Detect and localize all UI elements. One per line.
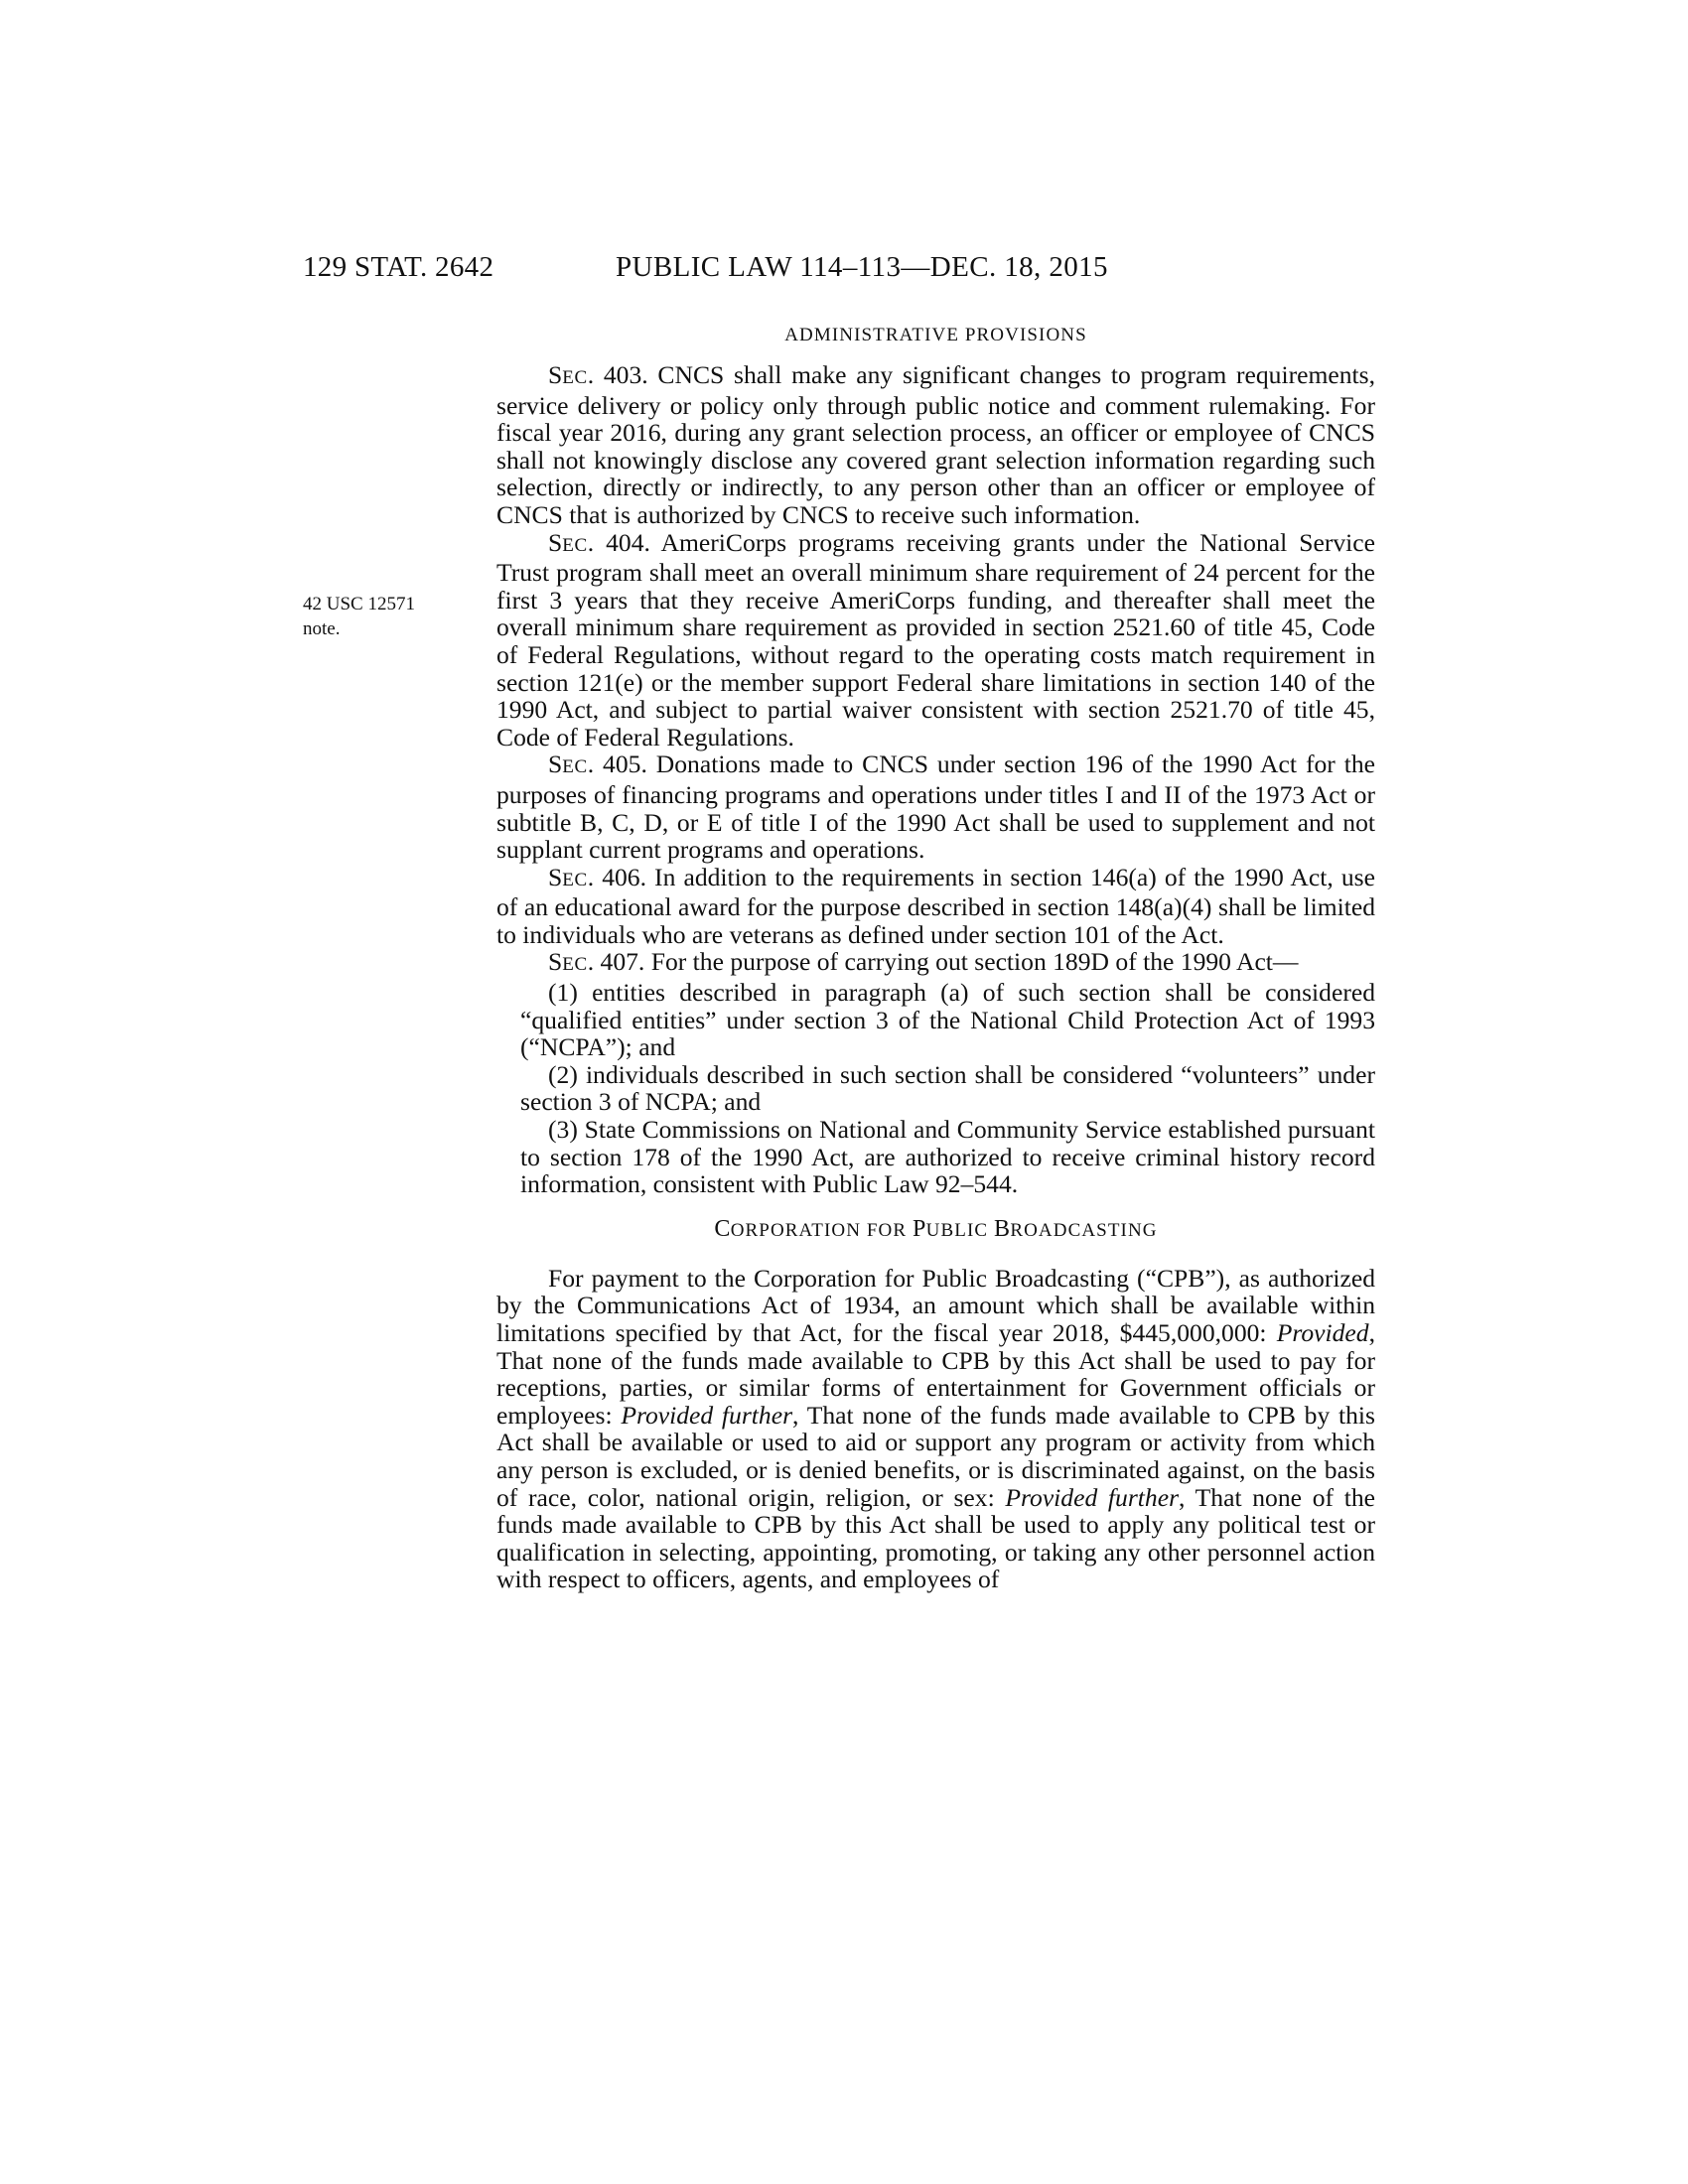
section-407: SEC. 407. For the purpose of carrying out section 189D of the 1990 Act— xyxy=(548,947,1299,977)
page-stat-citation: 129 STAT. 2642 xyxy=(303,251,494,283)
section-407-item-2: (2) individuals described in such section shall be considered “volunteers” under section 3 of NCPA; and xyxy=(520,1059,1375,1117)
section-404: SEC. 404. AmeriCorps programs receiving grants under the National Service Trust program shall meet an overall minimum share requirement of 24 percent for the first 3 years that they receive AmeriCorps funding, and thereafter shall meet the overall minimum share requirement as provided in section 2521.60 of title 45, Code of Federal Regulations, without regard to the operating costs match requirement in section 121(e) or the member support Federal share limitations in section 140 of the 1990 Act, and subject to partial waiver consistent with section 2521.70 of title 45, Code of Federal Regulations. xyxy=(496,527,1375,751)
running-header: PUBLIC LAW 114–113—DEC. 18, 2015 xyxy=(616,251,1108,283)
section-heading-corporation-for-public-broadcasting: CORPORATION FOR PUBLIC BROADCASTING xyxy=(714,1215,1158,1242)
margin-citation-note xyxy=(303,592,415,641)
section-heading-administrative-provisions: ADMINISTRATIVE PROVISIONS xyxy=(784,325,1087,345)
section-407-item-3: (3) State Commissions on National and Community Service established pursuant to section 178 of the 1990 Act, are authorized to receive criminal history record information, consistent with Public Law 92–544. xyxy=(520,1115,1375,1199)
section-406: SEC. 406. In addition to the requirements in section 146(a) of the 1990 Act, use of an educational award for the purpose described in section 148(a)(4) shall be limited to individuals who are veterans as defined under section 101 of the Act. xyxy=(496,862,1375,949)
section-403: SEC. 403. CNCS shall make any significant changes to program requirements, service delivery or policy only through public notice and comment rulemaking. For fiscal year 2016, during any grant selection process, an officer or employee of CNCS shall not knowingly disclose any covered grant selection information regarding such selection, directly or indirectly, to any person other than an officer or employee of CNCS that is authorized by CNCS to receive such information. xyxy=(496,360,1375,529)
section-407-item-1: (1) entities described in paragraph (a) of such section shall be considered “qualified entities” under section 3 of the National Child Protection Act of 1993 (“NCPA”); and xyxy=(520,978,1375,1062)
document-body xyxy=(496,322,1375,1593)
margin-note-line: 42 USC 12571 xyxy=(303,594,415,614)
margin-note-line: note. xyxy=(303,618,341,639)
cpb-appropriation-paragraph: For payment to the Corporation for Public Broadcasting (“CPB”), as authorized by the Communications Act of 1934, an amount which shall be available within limitations specified by that Act, for the fiscal year 2018, $445,000,000: Provided, That none of the funds made available to CPB by this Act shall be used to pay for receptions, parties, or similar forms of entertainment for Government officials or employees: Provided further, That none of the funds made available to CPB by this Act shall be available or used to aid or support any program or activity from which any person is excluded, or is denied benefits, or is discriminated against, on the basis of race, color, national origin, religion, or sex: Provided further, That none of the funds made available to CPB by this Act shall be used to apply any political test or qualification in selecting, appointing, promoting, or taking any other personnel action with respect to officers, agents, and employees of xyxy=(496,1263,1375,1594)
section-405: SEC. 405. Donations made to CNCS under section 196 of the 1990 Act for the purposes of financing programs and operations under titles I and II of the 1973 Act or subtitle B, C, D, or E of title I of the 1990 Act shall be used to supplement and not supplant current programs and operations. xyxy=(496,750,1375,865)
